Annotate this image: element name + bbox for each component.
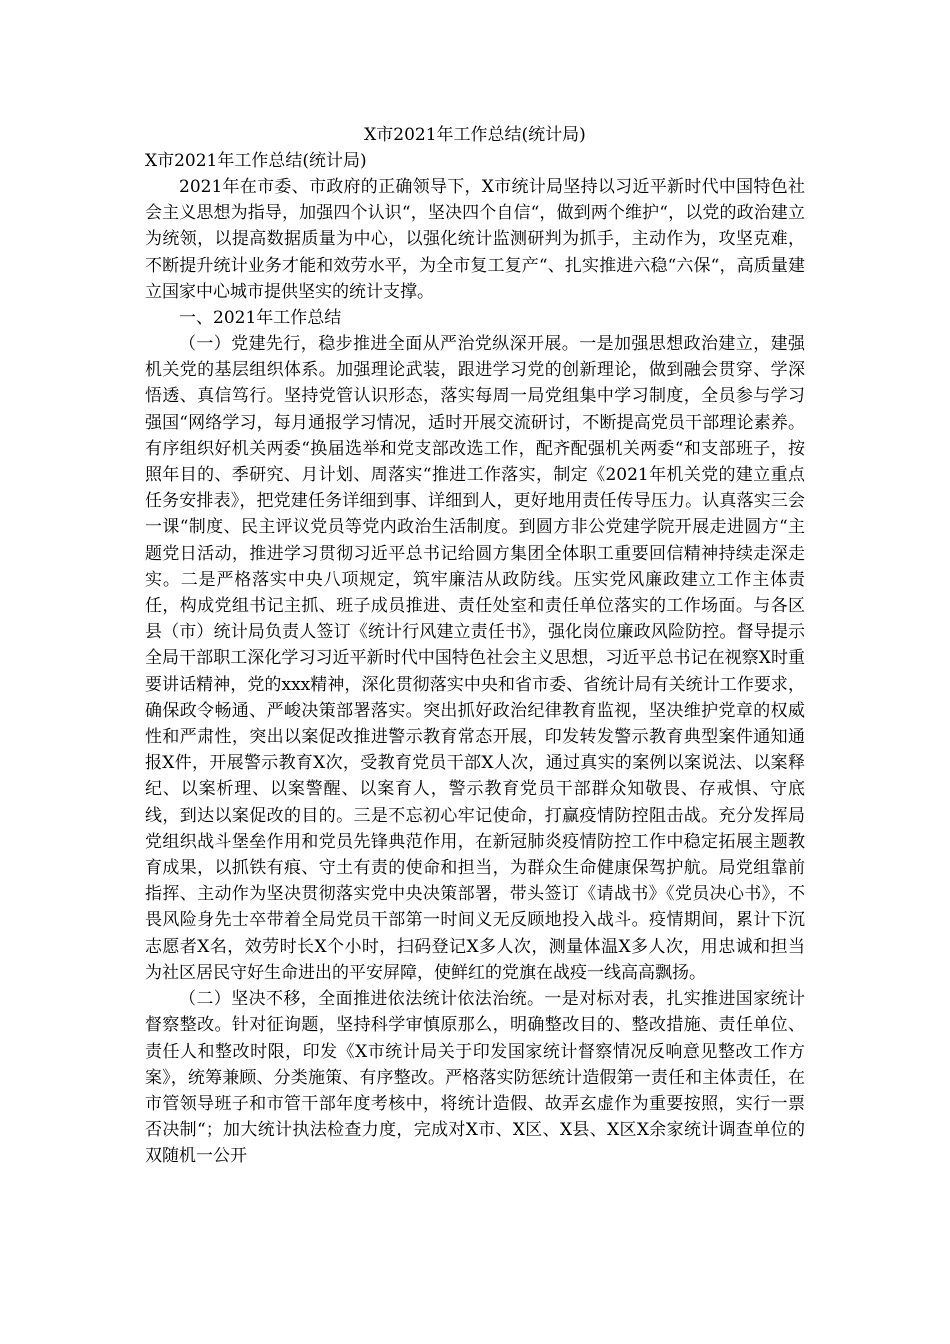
intro-paragraph: 2021年在市委、市政府的正确领导下，X市统计局坚持以习近平新时代中国特色社会主义思想为指导，加强四个认识“，坚决四个自信“，做到两个维护“，以党的政治建立为统领，以提高数据质量为中心，以强化统计监测研判为抓手，主动作为，攻坚克难，不断提升统计业务才能和效劳水平，为全市复工复产“、扎实推进六稳“六保“，高质量建立国家中心城市提供坚实的统计支撑。 [145, 177, 805, 302]
document-subtitle: X市2021年工作总结(统计局) [145, 151, 367, 171]
body-paragraph-1: （一）党建先行，稳步推进全面从严治党纵深开展。一是加强思想政治建立，建强机关党的基层组织体系。加强理论武装，跟进学习党的创新理论，做到融会贯穿、学深悟透、真信笃行。坚持党管认识形态，落实每周一局党组集中学习制度，全员参与学习强国“网络学习，每月通报学习情况，适时开展交流研讨，不断提高党员干部理论素养。有序组织好机关两委“换届选举和党支部改选工作，配齐配强机关两委“和支部班子，按照年目的、季研究、月计划、周落实“推进工作落实，制定《2021年机关党的建立重点任务安排表》，把党建任务详细到事、详细到人，更好地用责任传导压力。认真落实三会一课“制度、民主评议党员等党内政治生活制度。到圆方非公党建学院开展走进圆方“主题党日活动，推进学习贯彻习近平总书记给圆方集团全体职工重要回信精神持续走深走实。二是严格落实中央八项规定，筑牢廉洁从政防线。压实党风廉政建立工作主体责任，构成党组书记主抓、班子成员推进、责任处室和责任单位落实的工作场面。与各区县（市）统计局负责人签订《统计行风建立责任书》，强化岗位廉政风险防控。督导提示全局干部职工深化学习习近平新时代中国特色社会主义思想，习近平总书记在视察X时重要讲话精神，党的xxx精神，深化贯彻落实中央和省市委、省统计局有关统计工作要求，确保政令畅通、严峻决策部署落实。突出抓好政治纪律教育监视，坚决维护党章的权威性和严肃性，突出以案促改推进警示教育常态开展，印发转发警示教育典型案件通知通报X件，开展警示教育X次，受教育党员干部X人次，通过真实的案例以案说法、以案释纪、以案析理、以案警醒、以案育人，警示教育党员干部群众知敬畏、存戒惧、守底线，到达以案促改的目的。三是不忘初心牢记使命，打赢疫情防控阻击战。充分发挥局党组织战斗堡垒作用和党员先锋典范作用，在新冠肺炎疫情防控工作中稳定拓展主题教育成果，以抓铁有痕、守土有责的使命和担当，为群众生命健康保驾护航。局党组靠前指挥、主动作为坚决贯彻落实党中央决策部署，带头签订《请战书》《党员决心书》，不畏风险身先士卒带着全局党员干部第一时间义无反顾地投入战斗。疫情期间，累计下沉志愿者X名，效劳时长X个小时，扫码登记X多人次，测量体温X多人次，用忠诚和担当为社区居民守好生命进出的平安屏障，使鲜红的党旗在战疫一线高高飘扬。 [145, 334, 805, 983]
section-heading: 一、2021年工作总结 [179, 308, 342, 329]
body-paragraph-2: （二）坚决不移，全面推进依法统计依法治统。一是对标对表，扎实推进国家统计督察整改。针对征询题，坚持科学审慎原那么，明确整改目的、整改措施、责任单位、责任人和整改时限，印发《X市统计局关于印发国家统计督察情况反响意见整改工作方案》，统筹兼顾、分类施策、有序整改。严格落实防惩统计造假第一责任和主体责任，在市管领导班子和市管干部年度考核中，将统计造假、故弄玄虚作为重要按照，实行一票否决制“；加大统计执法检查力度，完成对X市、X区、X县、X区X余家统计调查单位的双随机一公开 [145, 989, 805, 1167]
document-title: X市2021年工作总结(统计局) [364, 125, 586, 145]
document-page [145, 122, 805, 1170]
